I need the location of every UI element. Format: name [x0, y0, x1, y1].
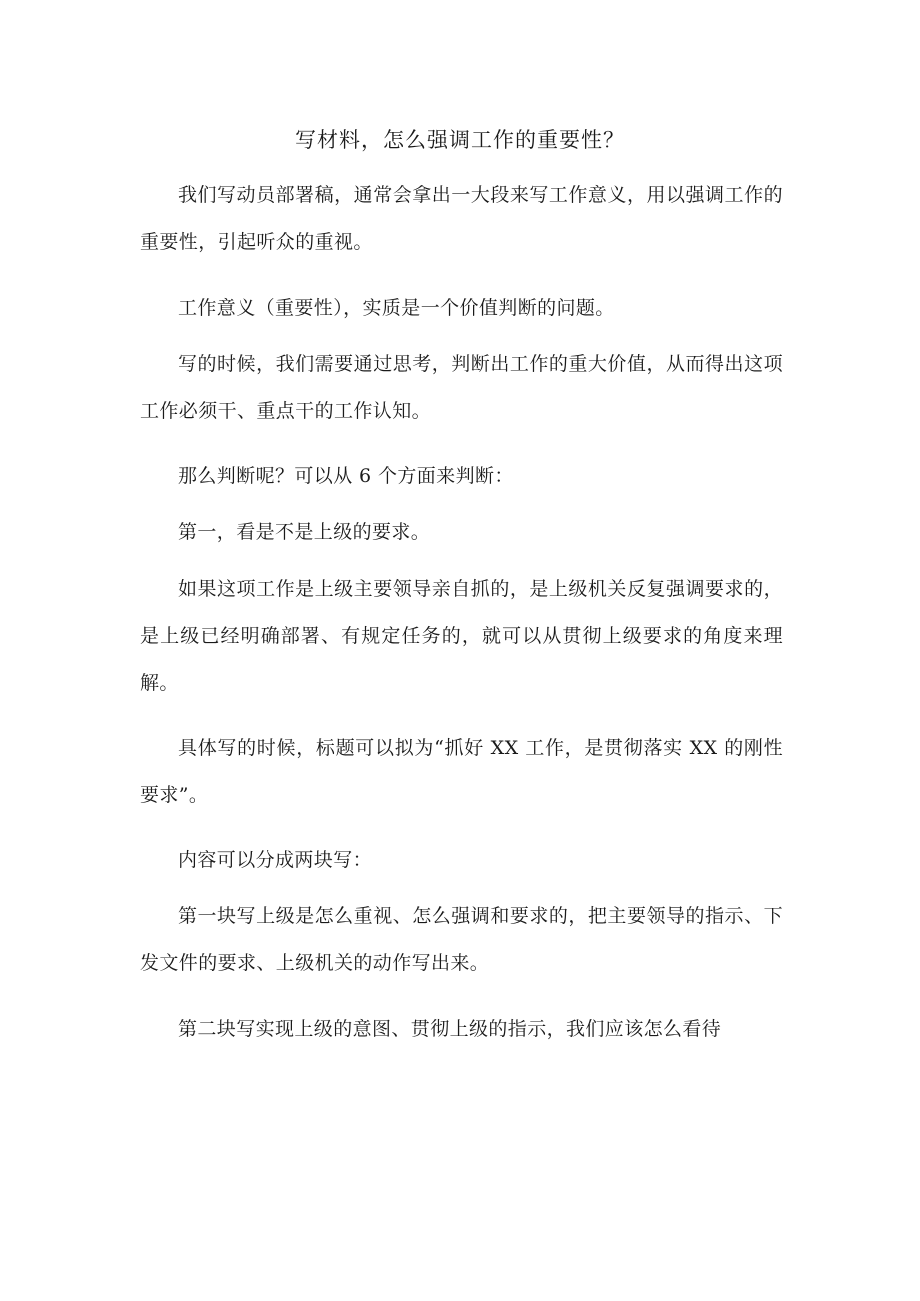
document-title: 写材料，怎么强调工作的重要性？ [295, 128, 625, 152]
paragraph-2: 工作意义（重要性），实质是一个价值判断的问题。 [178, 297, 615, 319]
paragraph-3: 写的时候，我们需要通过思考，判断出工作的重大价值，从而得出这项工作必须干、重点干的工作认知。 [140, 353, 783, 422]
paragraph-8: 内容可以分成两块写： [178, 849, 373, 871]
paragraph-10: 第二块写实现上级的意图、贯彻上级的指示，我们应该怎么看待 [178, 1018, 722, 1040]
paragraph-9: 第一块写上级是怎么重视、怎么强调和要求的，把主要领导的指示、下发文件的要求、上级机关的动作写出来。 [140, 905, 783, 974]
paragraph-5: 第一，看是不是上级的要求。 [178, 521, 431, 543]
paragraph-7: 具体写的时候，标题可以拟为“抓好 XX 工作，是贯彻落实 XX 的刚性要求”。 [140, 737, 783, 806]
paragraph-1: 我们写动员部署稿，通常会拿出一大段来写工作意义，用以强调工作的重要性，引起听众的重视。 [140, 184, 783, 253]
paragraph-4: 那么判断呢？可以从 6 个方面来判断： [178, 465, 514, 487]
paragraph-6: 如果这项工作是上级主要领导亲自抓的，是上级机关反复强调要求的，是上级已经明确部署、有规定任务的，就可以从贯彻上级要求的角度来理解。 [140, 578, 783, 694]
